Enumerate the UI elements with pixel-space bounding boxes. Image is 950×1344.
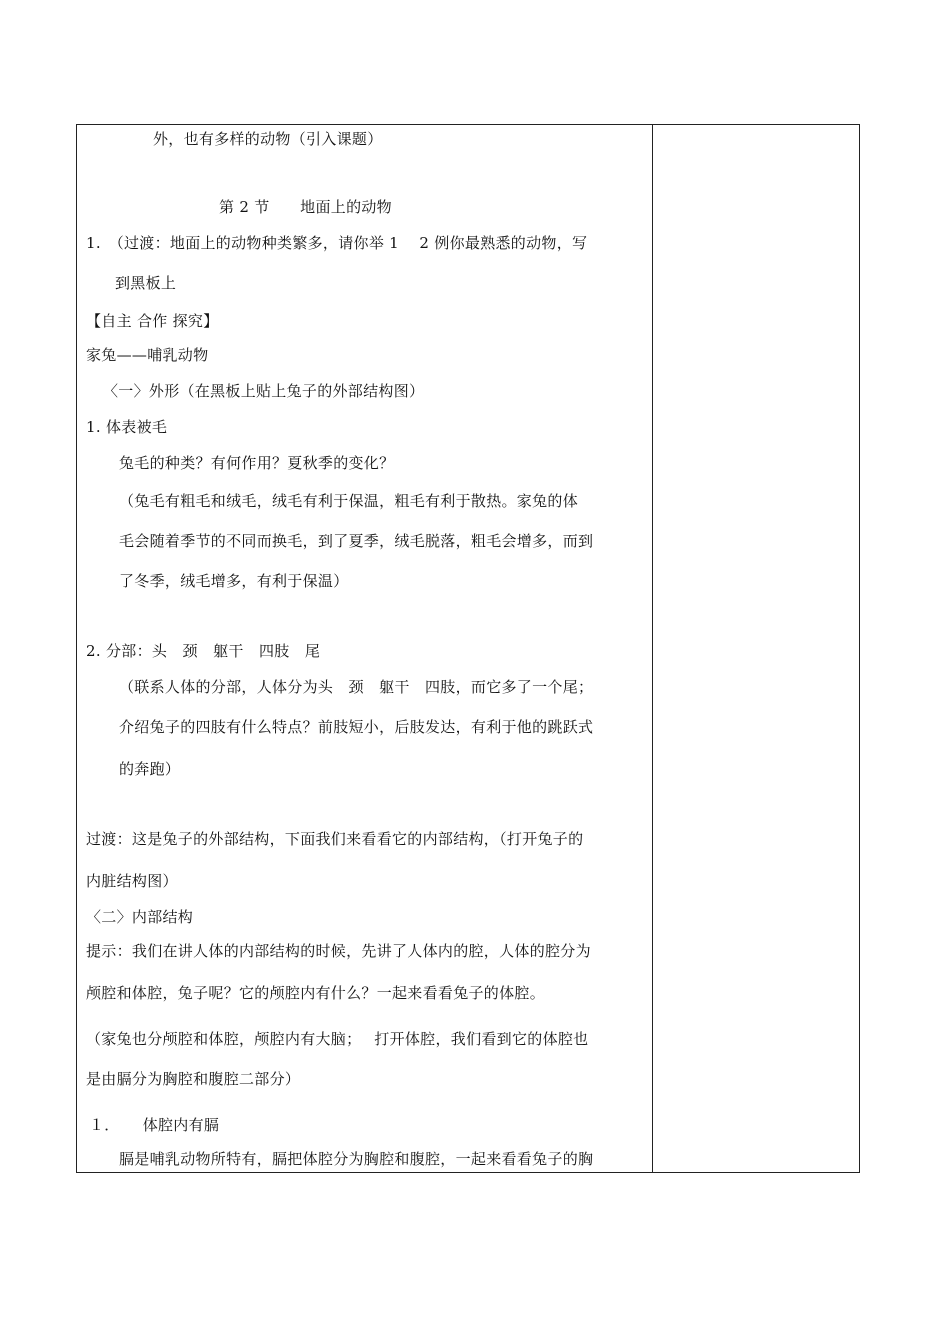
subheading: 〈一〉外形（在黑板上贴上兔子的外部结构图） bbox=[103, 382, 425, 400]
subheading: １． 体腔内有膈 bbox=[89, 1116, 220, 1134]
text-line: 到黑板上 bbox=[115, 274, 177, 292]
text-line: 外，也有多样的动物（引入课题） bbox=[153, 130, 383, 148]
section-title: 第 2 节 地面上的动物 bbox=[219, 198, 392, 216]
subheading: 2. 分部：头 颈 躯干 四肢 尾 bbox=[86, 642, 321, 660]
notes-column bbox=[653, 125, 859, 1172]
text-line: （兔毛有粗毛和绒毛，绒毛有利于保温，粗毛有利于散热。家兔的体 bbox=[119, 492, 579, 510]
text-line: 1. （过渡：地面上的动物种类繁多，请你举 1 2 例你最熟悉的动物，写 bbox=[86, 234, 588, 252]
subheading: 1. 体表被毛 bbox=[86, 418, 168, 436]
text-line: 提示：我们在讲人体的内部结构的时候，先讲了人体内的腔，人体的腔分为 bbox=[86, 942, 591, 960]
text-line: 毛会随着季节的不同而换毛，到了夏季，绒毛脱落，粗毛会增多，而到 bbox=[119, 532, 594, 550]
text-line: 过渡：这是兔子的外部结构，下面我们来看看它的内部结构，（打开兔子的 bbox=[86, 830, 584, 848]
text-line: （家兔也分颅腔和体腔，颅腔内有大脑； 打开体腔，我们看到它的体腔也 bbox=[86, 1030, 589, 1048]
text-line: 的奔跑） bbox=[119, 760, 181, 778]
text-line: 兔毛的种类？有何作用？夏秋季的变化？ bbox=[119, 454, 395, 472]
lesson-table bbox=[76, 124, 860, 1173]
text-line: 了冬季，绒毛增多，有利于保温） bbox=[119, 572, 349, 590]
subheading: 〈二〉内部结构 bbox=[86, 908, 194, 926]
text-line: 膈是哺乳动物所特有，膈把体腔分为胸腔和腹腔，一起来看看兔子的胸 bbox=[119, 1150, 594, 1168]
text-line: 是由膈分为胸腔和腹腔二部分） bbox=[86, 1070, 301, 1088]
text-line: 颅腔和体腔，兔子呢？它的颅腔内有什么？一起来看看兔子的体腔。 bbox=[86, 984, 546, 1002]
text-line: 介绍兔子的四肢有什么特点？前肢短小，后肢发达，有利于他的跳跃式 bbox=[119, 718, 594, 736]
text-line: （联系人体的分部，人体分为头 颈 躯干 四肢，而它多了一个尾； bbox=[119, 678, 594, 696]
section-heading: 【自主 合作 探究】 bbox=[86, 312, 219, 330]
text-line: 内脏结构图） bbox=[86, 872, 178, 890]
text-line: 家兔——哺乳动物 bbox=[86, 346, 209, 364]
